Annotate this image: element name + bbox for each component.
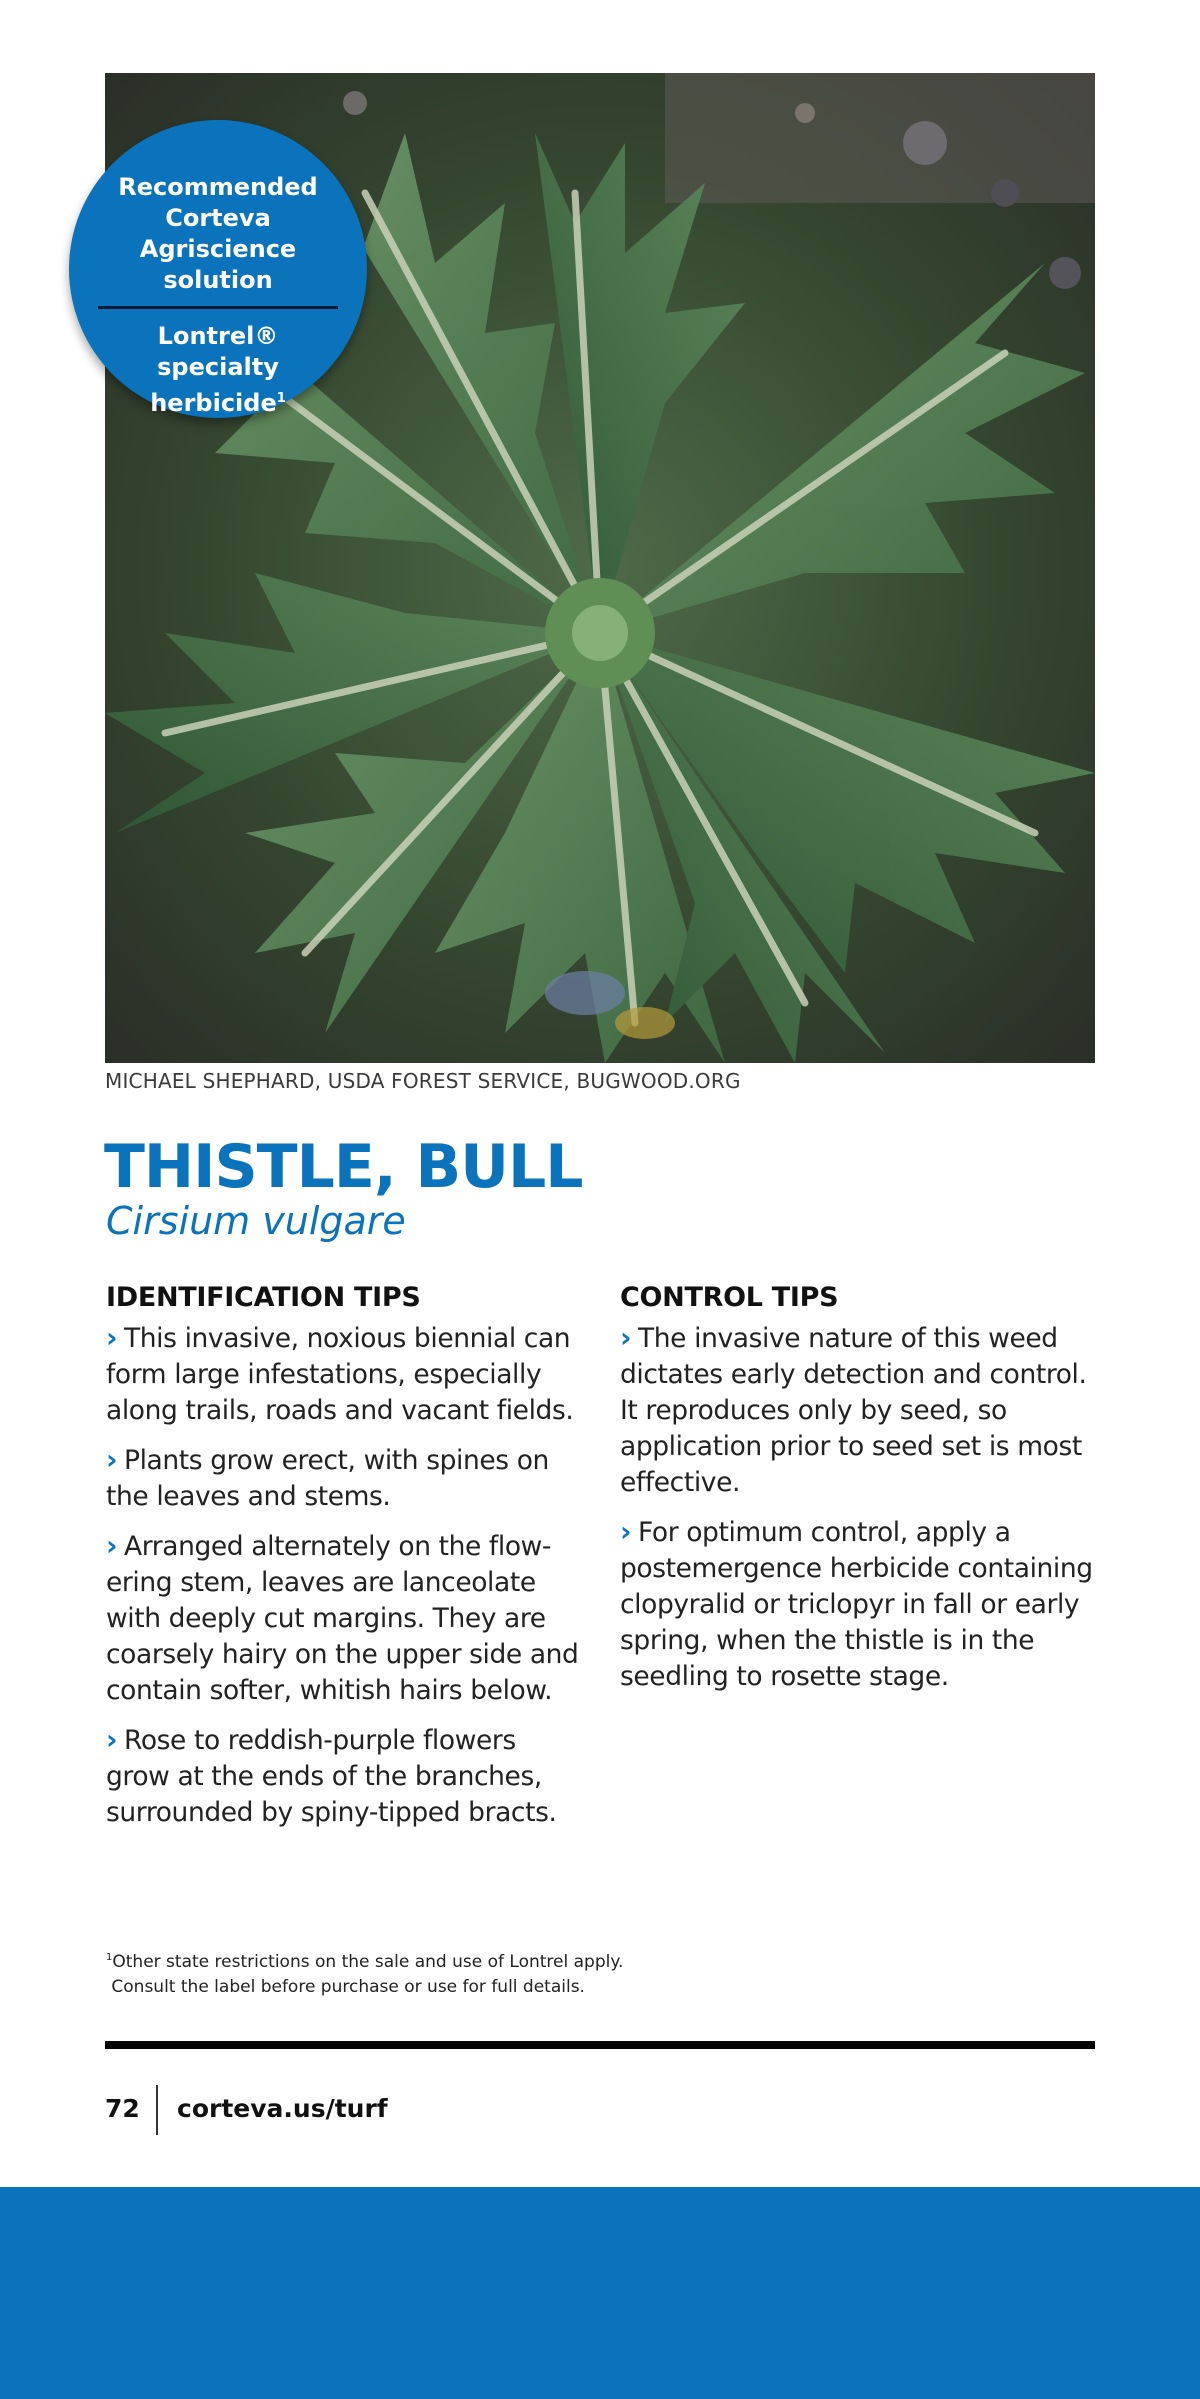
chevron-right-icon: ›: [106, 1723, 118, 1756]
badge-product: [99, 321, 337, 419]
weed-common-name: THISTLE, BULL: [104, 1132, 583, 1202]
badge-divider: [98, 306, 338, 309]
footnote: [106, 1945, 623, 2000]
footnote-text-1: Other state restrictions on the sale and use of Lontrel apply.: [112, 1952, 624, 1972]
control-tip: [620, 1514, 1100, 1695]
identification-tip-text: Arranged alternately on the flow-ering stem, leaves are lanceolate with deeply cut margins. They are coarsely hairy on the upper side and contain softer, whitish hairs below.: [106, 1531, 579, 1706]
footer-blue-band: [0, 2187, 1200, 2399]
weed-scientific-name: Cirsium vulgare: [106, 1199, 406, 1243]
identification-tips-section: [106, 1280, 586, 1844]
footnote-line-2: [106, 1975, 623, 2000]
control-tips-section: [620, 1280, 1100, 1708]
identification-tip-text: Plants grow erect, with spines on the leaves and stems.: [106, 1445, 549, 1512]
identification-tip: [106, 1722, 586, 1831]
footer-divider: [156, 2085, 158, 2135]
chevron-right-icon: ›: [620, 1321, 632, 1354]
control-tip: [620, 1320, 1100, 1501]
identification-tip-text: This invasive, noxious biennial can form large infestations, especially along trails, roads and vacant fields.: [106, 1323, 574, 1426]
identification-tip: [106, 1442, 586, 1515]
control-tip-text: The invasive nature of this weed dictates early detection and control. It reproduces only by seed, so application prior to seed set is most effective.: [620, 1323, 1087, 1498]
footnote-text-2: Consult the label before purchase or use for full details.: [111, 1977, 585, 1997]
chevron-right-icon: ›: [620, 1515, 632, 1548]
footer-url-link[interactable]: corteva.us/turf: [177, 2094, 388, 2123]
page-number: 72: [105, 2094, 140, 2123]
chevron-right-icon: ›: [106, 1443, 118, 1476]
chevron-right-icon: ›: [106, 1529, 118, 1562]
identification-tip: [106, 1528, 586, 1709]
photo-credit: MICHAEL SHEPHARD, USDA FOREST SERVICE, BUGWOOD.ORG: [105, 1069, 741, 1093]
recommended-solution-badge: [69, 120, 367, 418]
identification-tips-heading: IDENTIFICATION TIPS: [106, 1282, 421, 1313]
control-tips-heading: CONTROL TIPS: [620, 1282, 839, 1313]
badge-title: Recommended Corteva Agriscience solution: [118, 173, 318, 294]
footnote-line-1: [106, 1945, 623, 1975]
identification-tip-text: Rose to reddish-purple flowers grow at the ends of the branches, surrounded by spiny-tipped bracts.: [106, 1725, 557, 1828]
badge-product-footnote-mark: 1: [276, 391, 286, 406]
footer-rule: [105, 2041, 1095, 2049]
badge-product-name: Lontrel® specialty herbicide: [150, 322, 279, 417]
chevron-right-icon: ›: [106, 1321, 118, 1354]
control-tip-text: For optimum control, apply a postemergence herbicide containing clopyralid or triclopyr in fall or early spring, when the thistle is in the seedling to rosette stage.: [620, 1517, 1093, 1692]
footnote-mark: 1: [106, 1952, 113, 1963]
identification-tip: [106, 1320, 586, 1429]
